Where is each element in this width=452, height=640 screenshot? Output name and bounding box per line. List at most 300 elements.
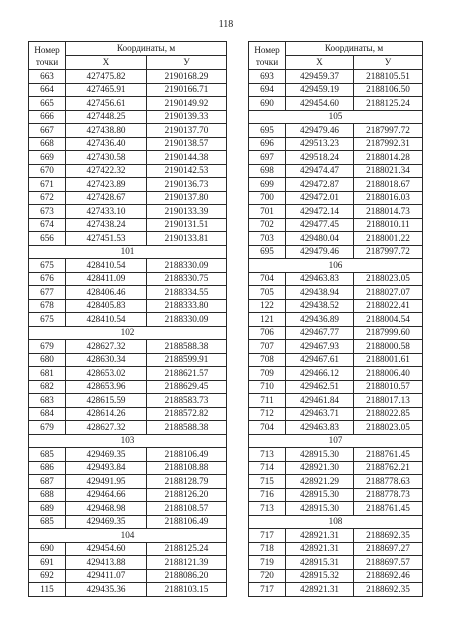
- x-coordinate-cell: 429472.01: [286, 191, 354, 205]
- section-header-row: [29, 434, 227, 448]
- x-coordinate-cell: 427436.40: [66, 137, 147, 151]
- section-header-row: [249, 515, 423, 529]
- y-coordinate-cell: 2188027.07: [354, 286, 423, 300]
- table-row: [249, 569, 423, 583]
- y-coordinate-cell: 2188023.05: [354, 272, 423, 286]
- section-header-row: [29, 326, 227, 340]
- table-row: [29, 164, 227, 178]
- x-coordinate-cell: 429472.14: [286, 205, 354, 219]
- point-number-cell: 720: [249, 569, 286, 583]
- header-x: X: [286, 56, 354, 70]
- table-row: [29, 380, 227, 394]
- table-row: [29, 448, 227, 462]
- x-coordinate-cell: 428921.31: [286, 542, 354, 556]
- point-number-cell: 689: [29, 502, 66, 516]
- y-coordinate-cell: 2190136.73: [147, 178, 227, 192]
- table-row: [249, 326, 423, 340]
- x-coordinate-cell: 429464.66: [66, 488, 147, 502]
- x-coordinate-cell: 429411.07: [66, 569, 147, 583]
- x-coordinate-cell: 427448.25: [66, 110, 147, 124]
- y-coordinate-cell: 2188014.28: [354, 151, 423, 165]
- y-coordinate-cell: 2188106.49: [147, 448, 227, 462]
- x-coordinate-cell: 428921.31: [286, 529, 354, 543]
- x-coordinate-cell: 428915.31: [286, 556, 354, 570]
- table-row: [29, 124, 227, 138]
- x-coordinate-cell: 428630.34: [66, 353, 147, 367]
- x-coordinate-cell: 429472.87: [286, 178, 354, 192]
- x-coordinate-cell: 429435.36: [66, 583, 147, 597]
- table-row: [249, 502, 423, 516]
- table-row: [29, 218, 227, 232]
- point-number-cell: 717: [249, 529, 286, 543]
- y-coordinate-cell: 2188588.38: [147, 421, 227, 435]
- y-coordinate-cell: 2188761.45: [354, 448, 423, 462]
- section-header-row: [29, 245, 227, 259]
- point-number-cell: 713: [249, 448, 286, 462]
- x-coordinate-cell: 428921.30: [286, 461, 354, 475]
- y-coordinate-cell: 2190142.53: [147, 164, 227, 178]
- table-row: [29, 299, 227, 313]
- y-coordinate-cell: 2188621.57: [147, 367, 227, 381]
- point-number-cell: 670: [29, 164, 66, 178]
- y-coordinate-cell: 2188583.73: [147, 394, 227, 408]
- point-number-cell: 678: [29, 299, 66, 313]
- x-coordinate-cell: 428410.54: [66, 313, 147, 327]
- table-row: [29, 569, 227, 583]
- x-coordinate-cell: 429493.84: [66, 461, 147, 475]
- y-coordinate-cell: 2188330.75: [147, 272, 227, 286]
- x-coordinate-cell: 428614.26: [66, 407, 147, 421]
- table-row: [249, 461, 423, 475]
- x-coordinate-cell: 428653.96: [66, 380, 147, 394]
- x-coordinate-cell: 427430.58: [66, 151, 147, 165]
- table-row: [29, 286, 227, 300]
- table-row: [29, 407, 227, 421]
- table-row: [29, 542, 227, 556]
- point-number-cell: 686: [29, 461, 66, 475]
- section-number: 101: [29, 245, 227, 259]
- x-coordinate-cell: 428406.46: [66, 286, 147, 300]
- x-coordinate-cell: 429436.89: [286, 313, 354, 327]
- x-coordinate-cell: 429459.37: [286, 70, 354, 84]
- y-coordinate-cell: 2188762.21: [354, 461, 423, 475]
- table-row: [249, 313, 423, 327]
- x-coordinate-cell: 428405.83: [66, 299, 147, 313]
- table-row: [249, 542, 423, 556]
- table-row: [29, 110, 227, 124]
- x-coordinate-cell: 429469.35: [66, 515, 147, 529]
- x-coordinate-cell: 429454.60: [66, 542, 147, 556]
- y-coordinate-cell: 2188016.03: [354, 191, 423, 205]
- table-row: [249, 475, 423, 489]
- point-number-cell: 699: [249, 178, 286, 192]
- table-row: [29, 313, 227, 327]
- point-number-cell: 714: [249, 461, 286, 475]
- point-number-cell: 685: [29, 515, 66, 529]
- y-coordinate-cell: 2188761.45: [354, 502, 423, 516]
- x-coordinate-cell: 429469.35: [66, 448, 147, 462]
- y-coordinate-cell: 2188010.57: [354, 380, 423, 394]
- y-coordinate-cell: 2188125.24: [147, 542, 227, 556]
- point-number-cell: 694: [249, 83, 286, 97]
- table-row: [249, 83, 423, 97]
- point-number-cell: 701: [249, 205, 286, 219]
- table-row: [249, 97, 423, 111]
- y-coordinate-cell: 2188105.51: [354, 70, 423, 84]
- header-coordinates: Координаты, м: [286, 42, 423, 56]
- section-header-row: [249, 259, 423, 273]
- table-row: [29, 232, 227, 246]
- point-number-cell: 679: [29, 421, 66, 435]
- table-row: [249, 340, 423, 354]
- header-coordinates: Координаты, м: [66, 42, 227, 56]
- y-coordinate-cell: 2188330.09: [147, 259, 227, 273]
- table-row: [249, 164, 423, 178]
- point-number-cell: 702: [249, 218, 286, 232]
- point-number-cell: 676: [29, 272, 66, 286]
- y-coordinate-cell: 2190137.70: [147, 124, 227, 138]
- section-number: 104: [29, 529, 227, 543]
- x-coordinate-cell: 429466.12: [286, 367, 354, 381]
- y-coordinate-cell: 2188086.20: [147, 569, 227, 583]
- point-number-cell: 656: [29, 232, 66, 246]
- x-coordinate-cell: 429438.94: [286, 286, 354, 300]
- x-coordinate-cell: 429454.60: [286, 97, 354, 111]
- table-row: [249, 70, 423, 84]
- y-coordinate-cell: 2188108.88: [147, 461, 227, 475]
- y-coordinate-cell: 2188697.57: [354, 556, 423, 570]
- x-coordinate-cell: 429467.77: [286, 326, 354, 340]
- y-coordinate-cell: 2188001.22: [354, 232, 423, 246]
- y-coordinate-cell: 2188330.09: [147, 313, 227, 327]
- y-coordinate-cell: 2188333.80: [147, 299, 227, 313]
- y-coordinate-cell: 2188000.58: [354, 340, 423, 354]
- point-number-cell: 672: [29, 191, 66, 205]
- point-number-cell: 719: [249, 556, 286, 570]
- y-coordinate-cell: 2188018.67: [354, 178, 423, 192]
- y-coordinate-cell: 2190139.33: [147, 110, 227, 124]
- point-number-cell: 704: [249, 272, 286, 286]
- header-y: У: [147, 56, 227, 70]
- table-row: [29, 488, 227, 502]
- table-row: [249, 394, 423, 408]
- y-coordinate-cell: 2188022.85: [354, 407, 423, 421]
- table-row: [249, 124, 423, 138]
- x-coordinate-cell: 427438.80: [66, 124, 147, 138]
- point-number-cell: 708: [249, 353, 286, 367]
- point-number-cell: 669: [29, 151, 66, 165]
- y-coordinate-cell: 2188599.91: [147, 353, 227, 367]
- x-coordinate-cell: 427451.53: [66, 232, 147, 246]
- table-row: [249, 529, 423, 543]
- table-row: [29, 205, 227, 219]
- y-coordinate-cell: 2188017.13: [354, 394, 423, 408]
- table-row: [29, 394, 227, 408]
- point-number-cell: 710: [249, 380, 286, 394]
- x-coordinate-cell: 429462.51: [286, 380, 354, 394]
- x-coordinate-cell: 429467.61: [286, 353, 354, 367]
- point-number-cell: 709: [249, 367, 286, 381]
- y-coordinate-cell: 2188103.15: [147, 583, 227, 597]
- x-coordinate-cell: 428410.54: [66, 259, 147, 273]
- table-row: [29, 70, 227, 84]
- table-row: [249, 448, 423, 462]
- point-number-cell: 122: [249, 299, 286, 313]
- table-row: [249, 407, 423, 421]
- section-number: 108: [249, 515, 423, 529]
- x-coordinate-cell: 428627.32: [66, 421, 147, 435]
- table-row: [29, 151, 227, 165]
- y-coordinate-cell: 2187992.31: [354, 137, 423, 151]
- x-coordinate-cell: 429463.83: [286, 272, 354, 286]
- y-coordinate-cell: 2188121.39: [147, 556, 227, 570]
- table-row: [249, 232, 423, 246]
- section-number: 102: [29, 326, 227, 340]
- point-number-cell: 679: [29, 340, 66, 354]
- table-row: [29, 353, 227, 367]
- table-row: [249, 367, 423, 381]
- x-coordinate-cell: 429459.19: [286, 83, 354, 97]
- y-coordinate-cell: 2190166.71: [147, 83, 227, 97]
- header-y: У: [354, 56, 423, 70]
- point-number-cell: 667: [29, 124, 66, 138]
- point-number-cell: 718: [249, 542, 286, 556]
- table-row: [249, 218, 423, 232]
- y-coordinate-cell: 2188572.82: [147, 407, 227, 421]
- table-row: [29, 583, 227, 597]
- y-coordinate-cell: 2188014.73: [354, 205, 423, 219]
- x-coordinate-cell: 428921.29: [286, 475, 354, 489]
- point-number-cell: 681: [29, 367, 66, 381]
- point-number-cell: 715: [249, 475, 286, 489]
- point-number-cell: 688: [29, 488, 66, 502]
- point-number-cell: 683: [29, 394, 66, 408]
- point-number-cell: 716: [249, 488, 286, 502]
- table-row: [29, 340, 227, 354]
- x-coordinate-cell: 427456.61: [66, 97, 147, 111]
- x-coordinate-cell: 428915.30: [286, 488, 354, 502]
- table-row: [29, 367, 227, 381]
- table-row: [29, 272, 227, 286]
- point-number-cell: 690: [29, 542, 66, 556]
- section-number: 105: [249, 110, 423, 124]
- point-number-cell: 684: [29, 407, 66, 421]
- point-number-cell: 704: [249, 421, 286, 435]
- x-coordinate-cell: 428915.32: [286, 569, 354, 583]
- y-coordinate-cell: 2187997.72: [354, 245, 423, 259]
- x-coordinate-cell: 429413.88: [66, 556, 147, 570]
- point-number-cell: 697: [249, 151, 286, 165]
- y-coordinate-cell: 2188629.45: [147, 380, 227, 394]
- x-coordinate-cell: 429467.93: [286, 340, 354, 354]
- x-coordinate-cell: 429468.98: [66, 502, 147, 516]
- x-coordinate-cell: 427433.10: [66, 205, 147, 219]
- y-coordinate-cell: 2190131.51: [147, 218, 227, 232]
- table-row: [29, 461, 227, 475]
- table-row: [249, 353, 423, 367]
- table-row: [249, 556, 423, 570]
- x-coordinate-cell: 428921.31: [286, 583, 354, 597]
- x-coordinate-cell: 429474.47: [286, 164, 354, 178]
- point-number-cell: 687: [29, 475, 66, 489]
- point-number-cell: 706: [249, 326, 286, 340]
- table-row: [29, 97, 227, 111]
- header-point-number: Номер точки: [249, 42, 286, 70]
- x-coordinate-cell: 429461.84: [286, 394, 354, 408]
- point-number-cell: 682: [29, 380, 66, 394]
- table-row: [249, 583, 423, 597]
- point-number-cell: 666: [29, 110, 66, 124]
- point-number-cell: 663: [29, 70, 66, 84]
- table-row: [29, 259, 227, 273]
- y-coordinate-cell: 2188697.27: [354, 542, 423, 556]
- point-number-cell: 693: [249, 70, 286, 84]
- table-row: [29, 178, 227, 192]
- header-x: X: [66, 56, 147, 70]
- y-coordinate-cell: 2188001.61: [354, 353, 423, 367]
- y-coordinate-cell: 2188023.05: [354, 421, 423, 435]
- y-coordinate-cell: 2190149.92: [147, 97, 227, 111]
- y-coordinate-cell: 2190133.39: [147, 205, 227, 219]
- section-number: 107: [249, 434, 423, 448]
- x-coordinate-cell: 429480.04: [286, 232, 354, 246]
- table-row: [249, 286, 423, 300]
- x-coordinate-cell: 428411.09: [66, 272, 147, 286]
- table-row: [249, 205, 423, 219]
- table-row: [249, 151, 423, 165]
- y-coordinate-cell: 2187999.60: [354, 326, 423, 340]
- table-row: [249, 245, 423, 259]
- table-row: [249, 191, 423, 205]
- y-coordinate-cell: 2188778.73: [354, 488, 423, 502]
- point-number-cell: 680: [29, 353, 66, 367]
- table-row: [29, 421, 227, 435]
- x-coordinate-cell: 429438.52: [286, 299, 354, 313]
- y-coordinate-cell: 2188588.38: [147, 340, 227, 354]
- table-row: [29, 556, 227, 570]
- y-coordinate-cell: 2188334.55: [147, 286, 227, 300]
- table-row: [29, 515, 227, 529]
- y-coordinate-cell: 2187997.72: [354, 124, 423, 138]
- y-coordinate-cell: 2190133.81: [147, 232, 227, 246]
- table-row: [249, 421, 423, 435]
- table-row: [249, 488, 423, 502]
- y-coordinate-cell: 2188125.24: [354, 97, 423, 111]
- section-header-row: [29, 529, 227, 543]
- point-number-cell: 691: [29, 556, 66, 570]
- x-coordinate-cell: 429513.23: [286, 137, 354, 151]
- y-coordinate-cell: 2188108.57: [147, 502, 227, 516]
- x-coordinate-cell: 428915.30: [286, 502, 354, 516]
- point-number-cell: 713: [249, 502, 286, 516]
- point-number-cell: 690: [249, 97, 286, 111]
- point-number-cell: 703: [249, 232, 286, 246]
- table-row: [249, 178, 423, 192]
- point-number-cell: 717: [249, 583, 286, 597]
- point-number-cell: 675: [29, 259, 66, 273]
- point-number-cell: 695: [249, 245, 286, 259]
- point-number-cell: 711: [249, 394, 286, 408]
- x-coordinate-cell: 429477.45: [286, 218, 354, 232]
- table-row: [249, 137, 423, 151]
- x-coordinate-cell: 428915.30: [286, 448, 354, 462]
- x-coordinate-cell: 428627.32: [66, 340, 147, 354]
- table-row: [29, 191, 227, 205]
- table-row: [29, 475, 227, 489]
- point-number-cell: 712: [249, 407, 286, 421]
- x-coordinate-cell: 429479.46: [286, 124, 354, 138]
- point-number-cell: 705: [249, 286, 286, 300]
- point-number-cell: 115: [29, 583, 66, 597]
- point-number-cell: 698: [249, 164, 286, 178]
- x-coordinate-cell: 428653.02: [66, 367, 147, 381]
- y-coordinate-cell: 2190138.57: [147, 137, 227, 151]
- page-number: 118: [218, 19, 234, 30]
- point-number-cell: 674: [29, 218, 66, 232]
- x-coordinate-cell: 427428.67: [66, 191, 147, 205]
- x-coordinate-cell: 427465.91: [66, 83, 147, 97]
- y-coordinate-cell: 2188692.35: [354, 529, 423, 543]
- point-number-cell: 685: [29, 448, 66, 462]
- section-header-row: [249, 110, 423, 124]
- x-coordinate-cell: 427475.82: [66, 70, 147, 84]
- x-coordinate-cell: 427422.32: [66, 164, 147, 178]
- header-point-number: Номер точки: [29, 42, 66, 70]
- x-coordinate-cell: 429491.95: [66, 475, 147, 489]
- point-number-cell: 696: [249, 137, 286, 151]
- y-coordinate-cell: 2188010.11: [354, 218, 423, 232]
- point-number-cell: 668: [29, 137, 66, 151]
- table-row: [249, 299, 423, 313]
- y-coordinate-cell: 2188021.34: [354, 164, 423, 178]
- x-coordinate-cell: 427423.89: [66, 178, 147, 192]
- point-number-cell: 695: [249, 124, 286, 138]
- table-row: [249, 272, 423, 286]
- section-header-row: [249, 434, 423, 448]
- y-coordinate-cell: 2188778.63: [354, 475, 423, 489]
- section-number: 103: [29, 434, 227, 448]
- point-number-cell: 692: [29, 569, 66, 583]
- y-coordinate-cell: 2188692.46: [354, 569, 423, 583]
- y-coordinate-cell: 2188006.40: [354, 367, 423, 381]
- point-number-cell: 700: [249, 191, 286, 205]
- y-coordinate-cell: 2190144.38: [147, 151, 227, 165]
- point-number-cell: 707: [249, 340, 286, 354]
- coordinates-table-left: [28, 41, 227, 597]
- y-coordinate-cell: 2188692.35: [354, 583, 423, 597]
- y-coordinate-cell: 2188004.54: [354, 313, 423, 327]
- point-number-cell: 664: [29, 83, 66, 97]
- y-coordinate-cell: 2188106.49: [147, 515, 227, 529]
- y-coordinate-cell: 2188126.20: [147, 488, 227, 502]
- y-coordinate-cell: 2190137.80: [147, 191, 227, 205]
- table-row: [29, 83, 227, 97]
- y-coordinate-cell: 2190168.29: [147, 70, 227, 84]
- x-coordinate-cell: 429463.83: [286, 421, 354, 435]
- x-coordinate-cell: 429518.24: [286, 151, 354, 165]
- point-number-cell: 675: [29, 313, 66, 327]
- coordinates-table-right: [248, 41, 423, 597]
- y-coordinate-cell: 2188022.41: [354, 299, 423, 313]
- y-coordinate-cell: 2188128.79: [147, 475, 227, 489]
- table-row: [249, 380, 423, 394]
- x-coordinate-cell: 429479.46: [286, 245, 354, 259]
- point-number-cell: 671: [29, 178, 66, 192]
- point-number-cell: 673: [29, 205, 66, 219]
- point-number-cell: 665: [29, 97, 66, 111]
- table-row: [29, 502, 227, 516]
- x-coordinate-cell: 429463.71: [286, 407, 354, 421]
